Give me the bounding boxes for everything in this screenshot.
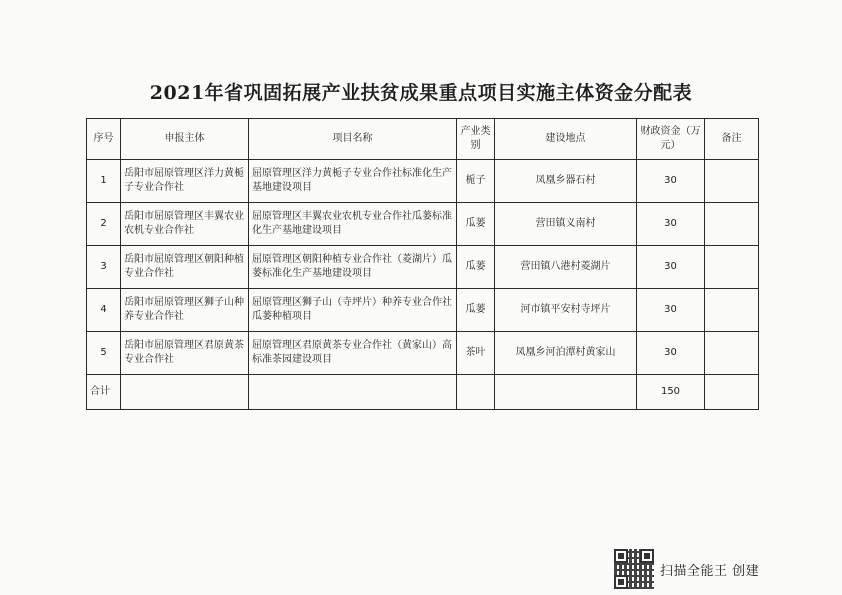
- row-location: 营田镇八港村菱湖片: [495, 246, 637, 289]
- total-empty-cell: [495, 375, 637, 410]
- table-row: [87, 246, 759, 289]
- row-category: 栀子: [457, 160, 495, 203]
- row-funds: 30: [637, 160, 705, 203]
- row-category: 茶叶: [457, 332, 495, 375]
- row-project: 屈原管理区君原黄茶专业合作社（黄家山）高标准茶园建设项目: [249, 332, 457, 375]
- total-empty-cell: [121, 375, 249, 410]
- row-no: 4: [87, 289, 121, 332]
- row-remarks: [705, 160, 759, 203]
- row-project: 屈原管理区洋力黄栀子专业合作社标准化生产基地建设项目: [249, 160, 457, 203]
- header-location: 建设地点: [495, 119, 637, 160]
- total-row: [87, 375, 759, 410]
- total-empty-cell: [249, 375, 457, 410]
- row-remarks: [705, 246, 759, 289]
- total-funds: 150: [637, 375, 705, 410]
- header-applicant: 申报主体: [121, 119, 249, 160]
- row-applicant: 岳阳市屈原管理区君原黄茶专业合作社: [121, 332, 249, 375]
- row-applicant: 岳阳市屈原管理区狮子山种养专业合作社: [121, 289, 249, 332]
- row-project: 屈原管理区朝阳种植专业合作社（菱湖片）瓜蒌标准化生产基地建设项目: [249, 246, 457, 289]
- row-funds: 30: [637, 289, 705, 332]
- row-funds: 30: [637, 203, 705, 246]
- row-project: 屈原管理区狮子山（寺坪片）种养专业合作社瓜蒌种植项目: [249, 289, 457, 332]
- row-no: 2: [87, 203, 121, 246]
- row-funds: 30: [637, 246, 705, 289]
- document-title: 2021年省巩固拓展产业扶贫成果重点项目实施主体资金分配表: [149, 82, 693, 104]
- header-funds: 财政资金（万元）: [637, 119, 705, 160]
- row-no: 5: [87, 332, 121, 375]
- table-row: [87, 332, 759, 375]
- row-remarks: [705, 332, 759, 375]
- row-applicant: 岳阳市屈原管理区洋力黄栀子专业合作社: [121, 160, 249, 203]
- table-header-row: [87, 119, 759, 160]
- row-remarks: [705, 203, 759, 246]
- row-location: 凤凰乡河泊潭村黄家山: [495, 332, 637, 375]
- header-remarks: 备注: [705, 119, 759, 160]
- header-no: 序号: [87, 119, 121, 160]
- table-row: [87, 289, 759, 332]
- row-location: 河市镇平安村寺坪片: [495, 289, 637, 332]
- scanner-watermark: [614, 549, 759, 589]
- row-category: 瓜蒌: [457, 203, 495, 246]
- row-location: 营田镇义南村: [495, 203, 637, 246]
- row-location: 凤凰乡器石村: [495, 160, 637, 203]
- table-row: [87, 160, 759, 203]
- table-row: [87, 203, 759, 246]
- total-empty-cell: [457, 375, 495, 410]
- total-empty-cell: [705, 375, 759, 410]
- scanner-watermark-text: 扫描全能王 创建: [660, 563, 760, 579]
- row-project: 屈原管理区丰翼农业农机专业合作社瓜蒌标准化生产基地建设项目: [249, 203, 457, 246]
- total-label: 合计: [87, 375, 121, 410]
- row-no: 1: [87, 160, 121, 203]
- row-no: 3: [87, 246, 121, 289]
- row-applicant: 岳阳市屈原管理区丰翼农业农机专业合作社: [121, 203, 249, 246]
- row-category: 瓜蒌: [457, 246, 495, 289]
- header-project: 项目名称: [249, 119, 457, 160]
- header-category: 产业类别: [457, 119, 495, 160]
- row-funds: 30: [637, 332, 705, 375]
- row-remarks: [705, 289, 759, 332]
- fund-allocation-table: [86, 118, 759, 410]
- row-applicant: 岳阳市屈原管理区朝阳种植专业合作社: [121, 246, 249, 289]
- qr-code-icon: [614, 549, 654, 589]
- row-category: 瓜蒌: [457, 289, 495, 332]
